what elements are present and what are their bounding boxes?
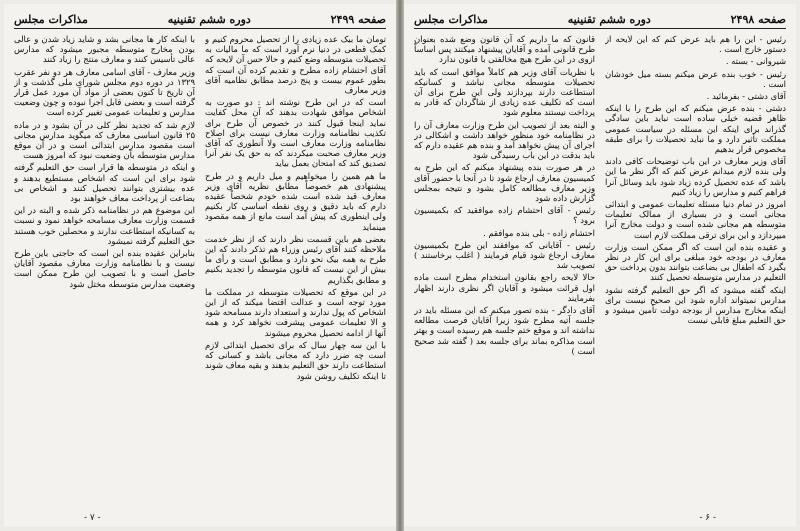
paragraph: در هر صورت بنده پیشنهاد میکنم که این طرح به کمیسیون معارف ارجاع شود تا در آنجا با حضور آقای وزیر معارف مطالعه کامل بشود و نتیجه بمجلس گزارش داده شود: [414, 162, 595, 204]
paragraph: رئیس - آقایانی که موافقند این طرح بکمیسیون معارف ارجاع شود قیام فرمایند ( اغلب برخاستند ) تصویب شد: [414, 239, 595, 271]
session-title: دوره ششم تقنینیه: [567, 12, 651, 26]
text-column: [605, 34, 786, 509]
paragraph: بعضی هم باین قسمت نظر دارند که از نظر خدمت ملاحظه کنند آقای رئیس وزراء هم تذکر دادند که این طرح به همه بیک نحو دارد و مطابق است و رأی ما بیش از این نیست که قانون متوسطه را تجدید بکنیم و مطابق بگذاریم: [205, 233, 386, 285]
page-number: صفحه ۲۴۹۹: [330, 12, 386, 26]
text-column: [14, 34, 195, 509]
paragraph: رئیس - خوب بنده عرض میکنم بسته میل خودشان است .: [605, 68, 786, 89]
publication-title: مذاکرات مجلس: [14, 12, 88, 26]
paragraph: حالا لایحه راجع بقانون استخدام مطرح است ماده اول قرائت میشود و آقایان اگر نظری دارند اظهار بفرمایند: [414, 272, 595, 303]
paragraph: شیروانی - بسته .: [725, 56, 786, 67]
page-number: صفحه ۲۴۹۸: [730, 12, 786, 26]
paragraph: دشتی - بنده عرض میکنم که این طرح را با اینکه ظاهر قضیه خیلی ساده است نباید باین سادگی گذراند برای اینکه این مسئله در سیاست عمومی مملکت تأثیر دارد و ما نباید تحصیلات را برای طبقه مخصوص قرار بدهیم: [605, 103, 786, 155]
page-footer: - ۷ -: [84, 513, 101, 523]
paragraph: تومان ما بیک عده زیادی را از تحصیل محروم کنیم و کمک قطعی در دنیا نرم آورد است که ما مالیات به تحصیلات متوسطه وضع کنیم و حالا حس آن لایحه که آقای احتشام زاده مطرح و تقدیم کرده آن است که بطور عموم بیست و پنج درصد مطابق نظامیه آقای وزیر معارف: [205, 34, 386, 96]
session-title: دوره ششم تقنینیه: [167, 12, 251, 26]
paragraph: بنابراین عقیده بنده این است که حاجتی باین طرح نیست و با نظامنامه وزارت معارف مقصود آقایان حاصل است و با تصویب این طرح ممکن است وضعیت مدارس متوسطه مختل شود: [14, 248, 195, 289]
paragraph: و اینکه در متوسطه ها قرار است حق التعلیم گرفته شود برای این است که اشخاص مستطیع بدهند و عده بیشتری بتوانند تحصیل کنند و اشخاص بی بضاعت از پرداخت معاف خواهند بود: [14, 162, 195, 204]
paragraph: وزیر معارف - آقای اسامی معارف هر دو نفر عقرب ۱۳۲۹ در دوره دوم مجلس شورای ملی گذشت و از آن تاریخ تا کنون بعضی از مواد آن مورد عمل قرار گرفته است و بعضی قابل اجرا نبوده و چون وضعیت مدارس و تعلیمات عمومی تغییر کرده است: [14, 66, 195, 118]
paragraph: رئیس - این را هم باید عرض کنم که این لایحه از دستور خارج است .: [605, 34, 786, 55]
paragraph: این موضوع هم در نظامنامه ذکر شده و البته در این قسمت وزارت معارف مسامحه خواهد نمود و نسبت به کسانیکه استطاعت ندارند و محصلین خوب هستند حق التعلیم گرفته نمیشود: [14, 205, 195, 246]
paragraph: و عقیده بنده این است که اگر ممکن است وزارت معارف در بودجه خود مبلغی برای این کار در نظر بگیرد که اطفال بی بضاعت بتوانند بدون پرداخت حق التعلیم در مدارس متوسطه تحصیل کنند: [605, 241, 786, 283]
paragraph: با نظریات آقای وزیر هم کاملاً موافق است که باید تحصیلات متوسطه مجانی نباشد و کسانیکه استطاعت دارند بپردازند ولی این طرح برای آن است که تکلیف عده زیادی از شاگردان که قادر به پرداخت نیستند معلوم شود: [414, 66, 595, 118]
text-column: [414, 34, 595, 509]
paragraph: با این سه چهار سال که برای تحصیل ابتدائی لازم است چه ضرر دارد که مجانی باشد و کسانی که استطاعت دارند حق التعلیم بدهند و بقیه معاف شوند تا اینکه تکلیف روشن شود: [205, 339, 386, 381]
paragraph: در این موقع که تحصیلات متوسطه در مملکت ما مورد توجه است و عدالت اقتضا میکند که از این اشخاص که پول ندارند و استعداد دارند مسامحه شود و الا تعلیمات عمومی پیشرفت نخواهد کرد و همه آنها از ادامه تحصیل محروم میشوند: [205, 286, 386, 338]
page-header: [414, 10, 786, 29]
paragraph: قانون که ما داریم که آن قانون وضع شده بعنوان طرح قانونی آمده و آقایان پیشنهاد میکنند پس اساساً ازوی در این طرح هیچ مخالفتی با قانون ندارد: [414, 34, 595, 65]
paragraph: لازم شد که تجدید نظر کلی در آن بشود و در ماده ۲۵ قانون اساسی معارف که میگوید مدارس مجانی است مقصود مدارس ابتدائی است و در آن موقع مدارس متوسطه بآن وضعیت نبود که امروز هست: [14, 119, 195, 161]
paragraph: است که در این طرح نوشته اند : دو صورت به اشخاص موافق شهادت بدهند که آن محل کفایت نماید اینجا قبول کنند در خصوص آن طرح برای تکذیب نظامنامه وزارت معارف نیست برای اصلاح نظامنامه وزارت معارف است ولا آنطوری که آقای وزیر معارف صحبت میکردند که به حق یک نفر آنرا تصدیق کند که امتحان بعمل بیاید: [205, 97, 386, 169]
text-columns: [14, 34, 386, 509]
paragraph: آقای دادگر - بنده تصور میکنم که این مسئله باید در جلسه آتیه مطرح شود زیرا آقایان فرصت مطالعه نداشته اند و موقع ختم جلسه هم رسیده است و بهتر است مذاکره بماند برای جلسه بعد ( گفته شد صحیح است ): [414, 305, 595, 356]
paragraph: با اینکه کار ها مجانی بشد و شاید زیاد شدن و عالی بودن مخارج متوسطه مجبور میشود که مدارس عالی تأسیس کنند و معارف منتج را زیاد کنند: [14, 34, 195, 65]
text-columns: [414, 34, 786, 509]
paragraph: و البته بعد از تصویب این طرح وزارت معارف آن را در نظامنامه خود منظور خواهد داشت و اشکالی در اجرای آن پیش نخواهد آمد و بنده هم عقیده دارم که باید بدقت در این باب رسیدگی شود: [414, 119, 595, 161]
paragraph: رئیس - آقای احتشام زاده موافقید که بکمیسیون برود ؟: [414, 205, 595, 226]
page-footer: - ۶ -: [699, 513, 716, 523]
book-gutter: [396, 0, 404, 531]
paragraph: اینکه گفته میشود که اگر حق التعلیم گرفته نشود مدارس نمیتواند اداره شود این صحیح نیست برای اینکه مخارج مدارس از بودجه دولت تأمین میشود و حق التعلیم مبلغ قابلی نیست: [605, 284, 786, 326]
paragraph: احتشام زاده - بلی بنده موافقم .: [483, 227, 595, 238]
paragraph: آقای دشتی - بفرمائید .: [706, 91, 786, 102]
paragraph: امروز در تمام دنیا مسئله تعلیمات عمومی و ابتدائی مجانی است و در بسیاری از ممالک تعلیمات متوسطه هم مجانی شده است و دولت مخارج آنرا میپردازد و این برای ترقی مملکت لازم است: [605, 199, 786, 240]
page-header: [14, 10, 386, 29]
left-page: [4, 4, 396, 527]
right-page: [404, 4, 796, 527]
paragraph: آقای وزیر معارف در این باب توضیحات کافی دادند ولی بنده لازم میدانم عرض کنم که اگر نظر ما این باشد که عده تحصیل کرده زیاد شود باید وسائل آنرا فراهم کنیم و مدارس را زیاد کنیم: [605, 156, 786, 197]
paragraph: ما هم همین را میخواهیم و میل داریم و در طرح پیشنهادی هم خصوصاً مطابق نظریه آقای وزیر معارف قید شده است شده خودم شخصاً عقیده دارم که باید دقیق و روی نقطه اساسی کار بکنیم ولی اینطوری که پیش آمد است مانع از همه مقصود مینماید: [205, 170, 386, 232]
publication-title: مذاکرات مجلس: [414, 12, 488, 26]
text-column: [205, 34, 386, 509]
